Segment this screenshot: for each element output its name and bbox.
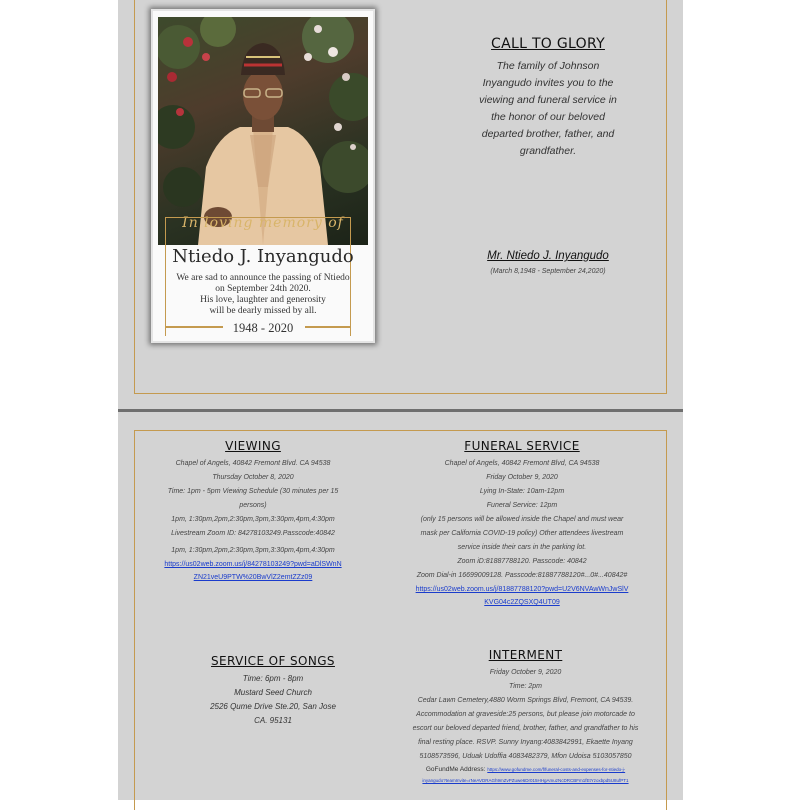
funeral-line: Chapel of Angels, 40842 Fremont Blvd, CA 94538 [444, 460, 600, 467]
gofundme-link[interactable]: https://www.gofundme.com/f/funeral-costs-and-expenses-for-ntiedo-j- [487, 767, 626, 772]
viewing-line: Thursday October 8, 2020 [212, 474, 294, 481]
invitation-page [118, 0, 683, 410]
memorial-card [151, 9, 375, 343]
viewing-line: Time: 1pm - 5pm Viewing Schedule (30 minutes per 15 [167, 488, 339, 495]
portrait-photo [158, 17, 368, 245]
songs-section [173, 654, 373, 728]
interment-line: Cedar Lawn Cemetery,4880 Worm Springs Blvd, Fremont, CA 94539. [417, 697, 634, 704]
honoree-dates: (March 8,1948 - September 24,2020) [490, 268, 606, 275]
honoree-section [448, 250, 648, 275]
viewing-line: 1pm, 1:30pm,2pm,2:30pm,3pm,3:30pm,4pm,4:30pm [171, 547, 335, 554]
funeral-line: mask per California COVID-19 policy) Other attendees livestream [420, 530, 624, 537]
message-line: will be dearly missed by all. [209, 306, 317, 316]
deceased-name: Ntiedo J. Inyangudo [172, 246, 354, 267]
call-to-glory-section [448, 36, 648, 160]
interment-section [403, 648, 648, 786]
funeral-line: Zoom Dial-in 16699009128. Passcode:81887788120#...0#...40842# [416, 572, 628, 579]
interment-line: Accommodation at graveside:25 persons, but please join motorcade to [416, 711, 635, 718]
songs-line: CA. 95131 [254, 716, 292, 725]
viewing-section [153, 439, 353, 584]
viewing-line: Chapel of Angels, 40842 Fremont Blvd. CA 94538 [175, 460, 331, 467]
message-line: We are sad to announce the passing of Ntiedo [176, 273, 350, 283]
call-to-glory-title: CALL TO GLORY [491, 36, 605, 52]
funeral-line: Friday October 9, 2020 [486, 474, 558, 481]
songs-line: Time: 6pm - 8pm [242, 674, 304, 683]
message-line: on September 24th 2020. [215, 284, 311, 294]
viewing-line: persons) [239, 502, 267, 509]
interment-line: 5108573596, Uduak Udoffia 4083482379, Mfon Udoisa 5103057850 [419, 753, 632, 760]
songs-line: 2526 Qume Drive Ste.20, San Jose [210, 702, 336, 711]
funeral-zoom-link[interactable]: https://us02web.zoom.us/j/81887788120?pwd=U2V6NVAwWnJwSlV [415, 586, 629, 593]
program-page [118, 412, 683, 800]
invite-line: departed brother, father, and [481, 128, 615, 140]
viewing-title: VIEWING [225, 439, 281, 453]
life-years: 1948 - 2020 [232, 321, 294, 335]
funeral-section [400, 439, 644, 609]
invite-line: the honor of our beloved [491, 111, 605, 123]
interment-line: escort our beloved departed friend, brother, father, and grandfather to his [412, 725, 639, 732]
invite-line: Inyangudo invites you to the [482, 77, 614, 89]
interment-line: Friday October 9, 2020 [489, 669, 562, 676]
honoree-name: Mr. Ntiedo J. Inyangudo [487, 250, 609, 262]
interment-line: Time: 2pm [508, 683, 542, 690]
invite-line: The family of Johnson [496, 60, 600, 72]
funeral-line: Zoom iD:81887788120. Passcode: 40842 [457, 558, 587, 565]
viewing-line: Livestream Zoom ID: 84278103249.Passcode:40842 [171, 530, 335, 537]
interment-line: final resting place. RSVP. Sunny Inyang:4083842991, Ekaette Inyang [418, 739, 633, 746]
funeral-line: Lying In-State: 10am-12pm [479, 488, 565, 495]
invitation-text [448, 58, 648, 160]
funeral-zoom-link[interactable]: KVG04c2ZQSXQ4UT09 [484, 599, 560, 606]
funeral-title: FUNERAL SERVICE [464, 439, 580, 453]
funeral-line: service inside their cars in the parking lot. [457, 544, 587, 551]
invite-line: grandfather. [519, 145, 577, 157]
memory-script-text: In loving memory of [182, 215, 344, 231]
viewing-zoom-link[interactable]: ZN21veU9PTW%20BwVlZ2emtZZz09 [193, 574, 313, 581]
invite-line: viewing and funeral service in [479, 94, 617, 106]
memorial-message [171, 273, 355, 317]
gofundme-row [403, 764, 648, 776]
viewing-zoom-link[interactable]: https://us02web.zoom.us/j/84278103249?pwd=aDlSWnN [164, 561, 342, 568]
funeral-line: (only 15 persons will be allowed inside the Chapel and must wear [420, 516, 624, 523]
songs-line: Mustard Seed Church [234, 688, 312, 697]
message-line: His love, laughter and generosity [200, 295, 326, 305]
songs-title: SERVICE OF SONGS [211, 654, 335, 668]
funeral-line: Funeral Service: 12pm [486, 502, 558, 509]
viewing-line: 1pm, 1:30pm,2pm,2:30pm,3pm,3:30pm,4pm,4:30pm [171, 516, 335, 523]
gofundme-link-continued[interactable]: inyangudo?teamInvite=rNeAVDRAGh9mZvPZuwe6Dr015HHgAmuzNcDRCBFm1fEtYzoxbpd5U8ufPT1 [422, 778, 629, 783]
gofundme-label: GoFundMe Address: [425, 766, 486, 773]
interment-title: INTERMENT [488, 648, 563, 662]
